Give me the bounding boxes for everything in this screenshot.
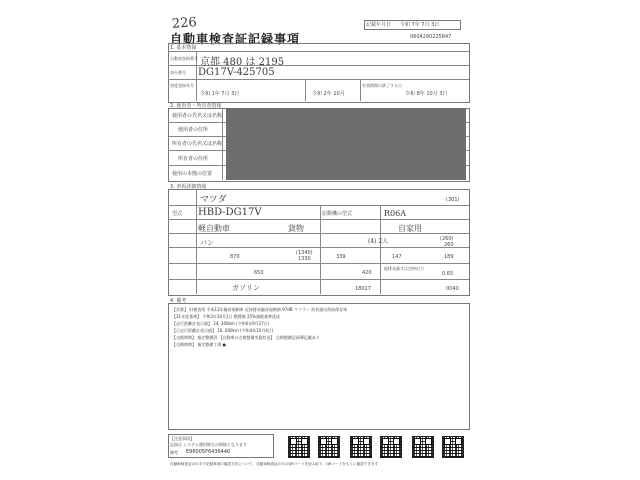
note-line-2: 【31年度基準】 令和2年10月1日 燃費値 25%減税基準達成 bbox=[172, 314, 280, 319]
footer-code: E96005F6436440 bbox=[186, 449, 231, 455]
expiry-label: 有効期間の満了する日 bbox=[362, 83, 402, 88]
note-line-3: 【走行距離計表示値】 24, 300km (令和6年9月27日) bbox=[172, 321, 270, 326]
use: 貨物 bbox=[288, 224, 304, 233]
body: バン bbox=[200, 239, 214, 247]
right-code: (301) bbox=[446, 197, 460, 203]
mid-date: 令和 2年 10月 bbox=[312, 91, 345, 97]
width: 147 bbox=[392, 254, 402, 260]
displacement-label: 総排気量又は定格出力 bbox=[384, 266, 424, 271]
owner-row-1: 使用者の氏名又は名称 bbox=[172, 113, 223, 119]
chassis-value: DG17V-425705 bbox=[198, 67, 275, 78]
gross-b: 1330 bbox=[298, 256, 311, 262]
fuel: ガソリン bbox=[232, 284, 260, 292]
displacement: 0.65 bbox=[442, 271, 454, 277]
weight: 870 bbox=[230, 254, 240, 260]
note-line-5: 【交換時期】 指定整備済 【自動車の点検整備実施状況】 点検整備記録簿記載あり bbox=[172, 335, 320, 340]
note-line-4: 【日走行距離計表示値】 16, 000km (令和4年10月4日) bbox=[172, 328, 274, 333]
chassis-label: 車台番号 bbox=[170, 70, 186, 75]
qr-code-4 bbox=[380, 436, 402, 458]
maker: マツダ bbox=[200, 195, 227, 205]
first-reg: 令和 1年 7月 3日 bbox=[200, 91, 240, 97]
qr-code-3 bbox=[350, 436, 372, 458]
expiry: 令和 8年 10月 3日 bbox=[405, 91, 448, 97]
redaction-block bbox=[226, 108, 466, 180]
category-code: 0040 bbox=[446, 286, 459, 292]
length: 339 bbox=[336, 254, 346, 260]
owner-row-5: 使用の本拠の位置 bbox=[172, 171, 213, 177]
qr-code-5 bbox=[412, 436, 434, 458]
document-title: 自動車検査証記録事項 bbox=[170, 32, 301, 46]
reg-value: 京都 480 は 2195 bbox=[200, 57, 285, 68]
capacity: (4) 2人 bbox=[368, 238, 389, 245]
category: 軽自動車 bbox=[198, 224, 230, 233]
height-alt: (260) bbox=[440, 236, 454, 242]
bottom-note: 自動車検査証のICタグ記録事項の確認方法について、自動車検査証の右のQRコードを読み取り、QRコードをもとに確認できます bbox=[170, 462, 379, 466]
qr-code-1 bbox=[288, 436, 310, 458]
private-label: 自家用 bbox=[398, 224, 422, 233]
height: 189 bbox=[444, 254, 454, 260]
owner-row-4: 所有者の住所 bbox=[178, 156, 209, 162]
remark: 記録は システム運用時点の情報となります bbox=[170, 442, 247, 447]
qr-code-2 bbox=[318, 436, 340, 458]
engine-label: 原動機の型式 bbox=[322, 211, 353, 217]
code-label: 備考 bbox=[170, 450, 178, 455]
owner-row-2: 使用者の住所 bbox=[178, 127, 209, 133]
model-code: 18017 bbox=[355, 286, 371, 292]
weight2: 650 bbox=[254, 270, 264, 276]
model: HBD-DG17V bbox=[198, 207, 262, 218]
qr-code-6 bbox=[442, 436, 464, 458]
basic-section-label: 1. 基本情報 bbox=[170, 45, 197, 51]
height-alt2: 260 bbox=[444, 242, 454, 248]
type-label: 型式 bbox=[172, 211, 183, 217]
issue-date: 令和 7年 7月 3日 bbox=[400, 22, 440, 28]
axle: 420 bbox=[362, 270, 372, 276]
engine-model: R06A bbox=[384, 209, 406, 218]
gross-a: (1340) bbox=[296, 250, 313, 256]
vehicle-section-label: 3. 車両詳細情報 bbox=[170, 184, 207, 190]
doc-number: 0604290225847 bbox=[410, 34, 452, 40]
reg-label: 自動車登録番号 bbox=[170, 56, 198, 61]
note-line-1: 【京都】 旧検査票 平成12年騒音規制車 近接排気騒音規制値 97dB マフラー 消音器出荷前保存車 bbox=[172, 307, 348, 312]
first-reg-label: 初度登録年月 bbox=[170, 83, 194, 88]
handwritten-number: 226 bbox=[171, 15, 198, 32]
remark-label: 【注意事項】 bbox=[170, 436, 194, 441]
owner-row-3: 所有者の氏名又は名称 bbox=[172, 141, 223, 147]
issue-date-label: 記載年月日 bbox=[366, 22, 392, 28]
note-line-6: 【交換時期】 指定整備工場 ● bbox=[172, 342, 227, 347]
owner-section-label: 2. 使用者・所有者情報 bbox=[170, 103, 222, 109]
notes-section-label: 4. 備考 bbox=[170, 298, 187, 304]
